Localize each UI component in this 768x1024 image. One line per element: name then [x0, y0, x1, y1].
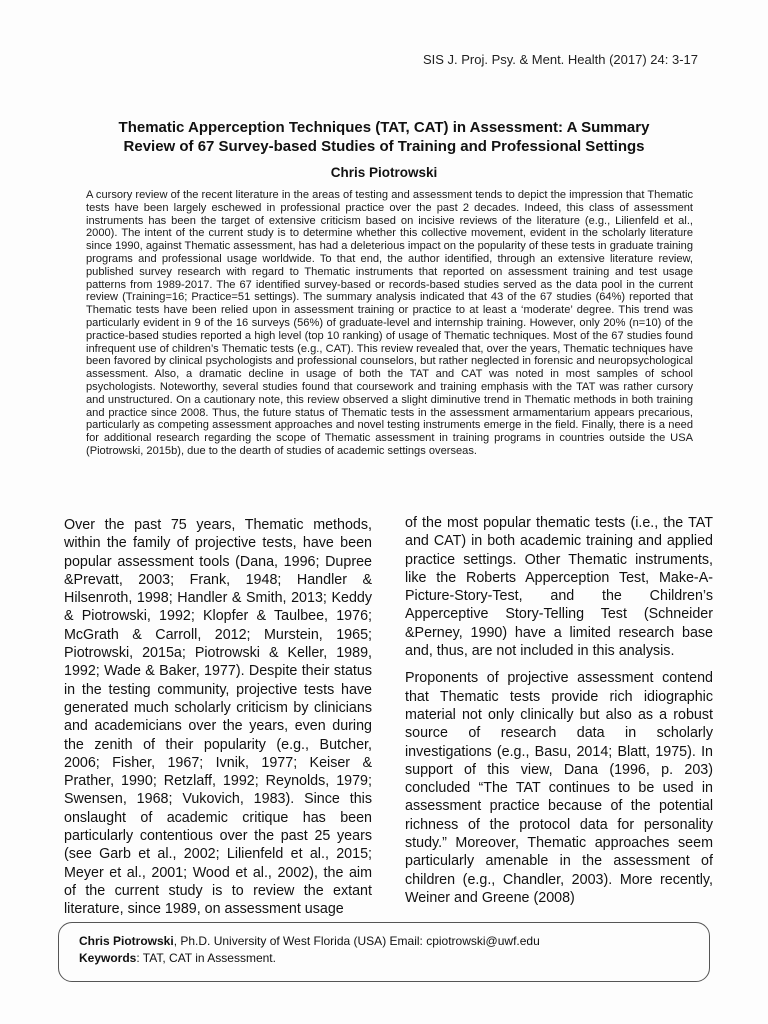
paper-title — [60, 118, 708, 156]
author-footnote-box — [58, 922, 710, 982]
footnote-author-name: Chris Piotrowski — [79, 934, 174, 948]
footnote-author-details: , Ph.D. University of West Florida (USA) Email: cpiotrowski@uwf.edu — [173, 934, 540, 948]
body-paragraph: of the most popular thematic tests (i.e., the TAT and CAT) in both academic training and applied practice settings. Other Thematic instruments, like the Roberts Apperception Test, Make-A-Picture-Story-Test, and the Children’s Apperceptive Story-Telling Test (Schneider &Perney, 1990) have a limited research base and, thus, are not included in this analysis. — [405, 515, 713, 660]
body-paragraph: Proponents of projective assessment contend that Thematic tests provide rich idiographic material not only clinically but also as a robust source of research data in scholarly investigations (e.g., Basu, 2014; Blatt, 1975). In support of this view, Dana (1996, p. 203) concluded “The TAT continues to be used in assessment practice because of the potential richness of the protocol data for personality study.” Moreover, Thematic approaches seem particularly amenable in the assessment of children (e.g., Chandler, 2003). More recently, Weiner and Greene (2008) — [405, 670, 713, 906]
body-column-right — [405, 514, 713, 907]
abstract: A cursory review of the recent literature in the areas of testing and assessment tends to depict the impression that Thematic tests have been largely eschewed in professional practice over the past 2 decades. Indeed, this class of assessment instruments has been the target of extensive criticism based on incisive reviews of the literature (e.g., Lilienfeld et al., 2000). The intent of the current study is to determine whether this collective movement, evident in the scholarly literature since 1990, against Thematic assessment, has had a deleterious impact on the popularity of these tests in graduate training programs and professional usage worldwide. To that end, the author identified, through an extensive literature review, published survey research with regard to Thematic instruments that reported on assessment training and test usage patterns from 1989-2017. The 67 identified survey-based or records-based studies served as the data pool in the current review (Training=16; Practice=51 settings). The summary analysis indicated that 43 of the 67 studies (64%) reported that Thematic tests have been relied upon in assessment training or practice to at least a ‘moderate’ degree. This trend was particularly evident in 9 of the 16 surveys (56%) of graduate-level and internship training. However, only 20% (n=10) of the practice-based studies reported a high level (top 10 ranking) of usage of Thematic techniques. Most of the 67 studies found infrequent use of children’s Thematic tests (e.g., CAT). This review revealed that, over the years, Thematic techniques have been favored by clinical psychologists and professional counselors, but rather neglected in forensic and neuropsychological assessment. Also, a dramatic decline in usage of both the TAT and CAT was noted in most samples of school psychologists. Noteworthy, several studies found that coursework and training emphasis with the TAT was rather cursory and unstructured. On a cautionary note, this review observed a slight diminutive trend in Thematic methods in both training and practice since 2008. Thus, the future status of Thematic tests in the assessment armamentarium appears precarious, particularly as competing assessment approaches and novel testing instruments emerge in the field. Finally, there is a need for additional research regarding the scope of Thematic assessment in training programs in countries outside the USA (Piotrowski, 2015b), due to the dearth of studies of academic settings overseas. — [86, 189, 693, 457]
keywords — [79, 950, 709, 967]
journal-reference: SIS J. Proj. Psy. & Ment. Health (2017) 24: 3-17 — [422, 52, 698, 67]
title-line-2: Review of 67 Survey-based Studies of Training and Professional Settings — [123, 138, 645, 155]
author-affiliation — [79, 933, 709, 950]
author-name: Chris Piotrowski — [330, 165, 438, 180]
body-paragraph: Over the past 75 years, Thematic methods, within the family of projective tests, have been popular assessment tools (Dana, 1996; Dupree &Prevatt, 2003; Frank, 1948; Handler & Hilsenroth, 1998; Handler & Smith, 2013; Keddy & Piotrowski, 1992; Klopfer & Taulbee, 1976; McGrath & Carroll, 2012; Murstein, 1965; Piotrowski, 2015a; Piotrowski & Keller, 1989, 1992; Wade & Baker, 1977). Despite their status in the testing community, projective tests have generated much scholarly criticism by clinicians and academicians over the years, even during the zenith of their popularity (e.g., Butcher, 2006; Fisher, 1967; Ivnik, 1977; Keiser & Prather, 1990; Retzlaff, 1992; Reynolds, 1979; Swensen, 1968; Vukovich, 1983). Since this onslaught of academic critique has been particularly contentious over the past 25 years (see Garb et al., 2002; Lilienfeld et al., 2015; Meyer et al., 2001; Wood et al., 2002), the aim of the current study is to review the extant literature, since 1989, on assessment usage — [64, 517, 372, 918]
keywords-text: : TAT, CAT in Assessment. — [136, 951, 276, 965]
body-column-left — [64, 516, 372, 919]
title-line-1: Thematic Apperception Techniques (TAT, CAT) in Assessment: A Summary — [118, 119, 650, 136]
keywords-label: Keywords — [79, 951, 137, 965]
